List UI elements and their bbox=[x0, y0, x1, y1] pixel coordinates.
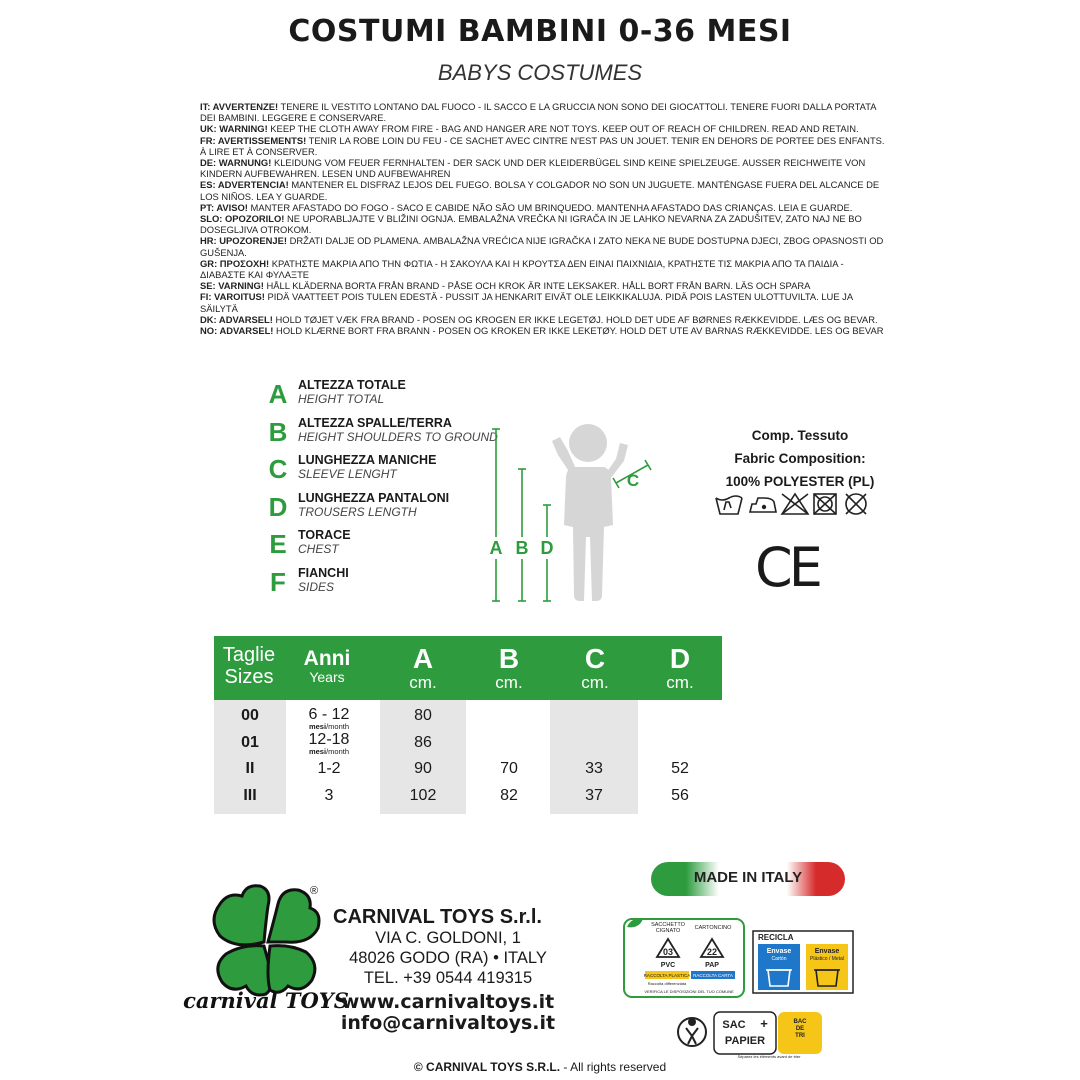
ce-mark: CE bbox=[755, 536, 819, 599]
svg-text:RACCOLTA CARTA: RACCOLTA CARTA bbox=[693, 973, 733, 978]
company-address-city: 48026 GODO (RA) • ITALY bbox=[349, 949, 547, 967]
logo-wordmark: carnival TOYS bbox=[183, 988, 349, 1013]
legend-label-en: CHEST bbox=[298, 542, 339, 556]
svg-text:DE: DE bbox=[795, 1026, 805, 1032]
company-website-link[interactable]: www.carnivaltoys.it bbox=[341, 991, 555, 1013]
warning-dk: DK: ADVARSEL! HOLD TØJET VÆK FRA BRAND - POSEN OG KROGEN ER IKKE LEGETØJ. HOLD DET UDE AF BØRNES RÆKKEVIDDE. LÆS OG BEVAR. bbox=[200, 313, 878, 325]
table-cell-years: 6 - 12 mesi/month bbox=[308, 706, 350, 731]
four-leaf-clover-icon bbox=[214, 886, 319, 995]
table-header-a: A cm. bbox=[409, 643, 437, 692]
fabric-composition bbox=[700, 424, 900, 493]
legend-label-it: TORACE bbox=[298, 528, 351, 542]
table-header-sizes: Taglie Sizes bbox=[222, 644, 276, 688]
company-phone: TEL. +39 0544 419315 bbox=[363, 969, 533, 987]
warning-it: IT: AVVERTENZE! TENERE IL VESTITO LONTANO DAL FUOCO - IL SACCO E LA GRUCCIA NON SONO DEI GIOCATTOLI. TENERE FUORI DALLA PORTATA DEI BAMBINI. LEGGERE E CONSERVARE. bbox=[200, 101, 876, 124]
no-dry-clean-icon bbox=[846, 494, 866, 514]
legend-label-en: TROUSERS LENGTH bbox=[298, 505, 417, 519]
size-table bbox=[214, 636, 722, 814]
company-name: CARNIVAL TOYS S.r.l. bbox=[333, 906, 542, 928]
table-cell-years: 3 bbox=[324, 787, 334, 804]
figure-label-b: B bbox=[515, 538, 529, 558]
warning-no: NO: ADVARSEL! HOLD KLÆRNE BORT FRA BRANN - POSEN OG KROKEN ER IKKE LEKETØY. HOLD DET UTE AV BARNAS RÆKKEVIDDE. LES OG BEVAR bbox=[200, 325, 884, 337]
iron-low-icon bbox=[750, 498, 776, 512]
warning-de: DE: WARNUNG! KLEIDUNG VOM FEUER FERNHALTEN - DER SACK UND DER KLEIDERBÜGEL SIND KEINE SPIELZEUGE. AUSSER REICHWEITE VON KINDERN AUFBEWAHREN. LESEN UND AUFBEWAHREN bbox=[200, 157, 866, 180]
legend-letter: B bbox=[268, 417, 288, 447]
svg-text:SACCHETTO: SACCHETTO bbox=[651, 922, 685, 928]
svg-text:PVC: PVC bbox=[660, 962, 676, 969]
table-cell-a: 102 bbox=[409, 787, 437, 804]
warning-fi: FI: VAROITUS! PIDÄ VAATTEET POIS TULEN EDESTÄ - PUSSIT JA HENKARIT EIVÄT OLE LEIKKIKALUJA. PIDÄ POIS LASTEN ULOTTUVILTA. LUE JA SÄILYTÄ bbox=[200, 291, 853, 314]
table-header-d: D cm. bbox=[666, 643, 694, 692]
figure-label-a: A bbox=[489, 538, 503, 558]
table-cell-b: 82 bbox=[500, 787, 518, 804]
legend-label-en: SIDES bbox=[298, 580, 335, 594]
svg-text:Cartón: Cartón bbox=[771, 956, 787, 962]
table-cell-d: 52 bbox=[671, 760, 689, 777]
made-in-italy-badge bbox=[651, 862, 845, 896]
table-cell-a: 86 bbox=[414, 734, 432, 751]
warning-gr: GR: ΠΡΟΣΟΧΗ! ΚΡΑΤΗΣΤΕ ΜΑΚΡΙΑ ΑΠΟ ΤΗΝ ΦΩΤΙΑ - Η ΣΑΚΟΥΛΑ ΚΑΙ Η ΚΡΟΥΤΣΑ ΔΕΝ ΕΙΝΑΙ ΠΑΙΧΝΙΔΙΑ, ΚΡΑΤΗΣΤΕ ΤΙΣ ΜΑΚΡΙΑ ΑΠΟ ΤΑ ΠΑΙΔΙΑ - ΔΙΑΒΑΣΤΕ ΚΑΙ ΦΥΛΑΞΤΕ bbox=[200, 257, 844, 281]
svg-text:TRI: TRI bbox=[795, 1033, 805, 1039]
warning-hr: HR: UPOZORENJE! DRŽATI DALJE OD PLAMENA. AMBALAŽNA VREĆICA NIJE IGRAČKA I ZATO NEKA NE BUDE DOSTUPNA DJECI, ZBOG OPASNOSTI OD GUŠENJA. bbox=[200, 235, 884, 258]
svg-text:22: 22 bbox=[706, 947, 718, 957]
table-header-b: B cm. bbox=[495, 643, 523, 692]
table-cell-b: 70 bbox=[500, 760, 518, 777]
legend-letter: E bbox=[269, 529, 287, 559]
table-cell-a: 80 bbox=[414, 707, 432, 724]
legend-letter: D bbox=[268, 492, 288, 522]
fabric-line-en: Fabric Composition: bbox=[734, 451, 866, 466]
page-title: COSTUMI BAMBINI 0-36 MESI bbox=[288, 14, 792, 49]
table-header-years: Anni Years bbox=[303, 647, 351, 685]
table-cell-size: 01 bbox=[241, 734, 259, 751]
no-tumble-dry-icon bbox=[814, 494, 836, 514]
table-cell-size: III bbox=[243, 787, 257, 804]
svg-text:RECICLA: RECICLA bbox=[758, 933, 794, 942]
no-bleach-icon bbox=[782, 494, 808, 514]
hand-wash-icon bbox=[716, 496, 742, 514]
table-cell-a: 90 bbox=[414, 760, 432, 777]
legend-label-en: HEIGHT SHOULDERS TO GROUND bbox=[298, 430, 498, 444]
warning-uk: UK: WARNING! KEEP THE CLOTH AWAY FROM FIRE - BAG AND HANGER ARE NOT TOYS. KEEP OUT OF REACH OF CHILDREN. READ AND RETAIN. bbox=[200, 123, 859, 135]
triman-label-fr bbox=[674, 1008, 826, 1058]
svg-text:CARTONCINO: CARTONCINO bbox=[694, 925, 732, 931]
fabric-line-it: Comp. Tessuto bbox=[751, 428, 849, 443]
svg-text:+: + bbox=[760, 1016, 768, 1031]
svg-text:RACCOLTA PLASTICA: RACCOLTA PLASTICA bbox=[643, 973, 691, 978]
warning-pt: PT: AVISO! MANTER AFASTADO DO FOGO - SACO E CABIDE NÃO SÃO UM BRINQUEDO. MANTENHA AFASTADO DAS CRIANÇAS. LEIA E GUARDE. bbox=[200, 201, 853, 213]
child-silhouette-figure bbox=[480, 415, 670, 610]
legend-letter: C bbox=[268, 454, 288, 484]
svg-text:SAC: SAC bbox=[722, 1019, 746, 1031]
legend-label-it: FIANCHI bbox=[298, 566, 349, 580]
svg-text:Envase: Envase bbox=[766, 948, 792, 955]
svg-text:PAP: PAP bbox=[705, 962, 719, 969]
svg-text:Raccolta differenziata: Raccolta differenziata bbox=[647, 981, 687, 986]
warnings-block bbox=[200, 101, 885, 336]
svg-text:Plástico / Metal: Plástico / Metal bbox=[810, 956, 844, 962]
company-email-link[interactable]: info@carnivaltoys.it bbox=[340, 1012, 556, 1034]
legend-label-it: LUNGHEZZA MANICHE bbox=[298, 453, 437, 467]
figure-label-d: D bbox=[540, 538, 554, 558]
table-header-c: C cm. bbox=[581, 643, 609, 692]
legend-letter: A bbox=[268, 379, 288, 409]
table-cell-size: II bbox=[245, 760, 255, 777]
warning-fr: FR: AVERTISSEMENTS! TENIR LA ROBE LOIN DU FEU - CE SACHET AVEC CINTRE N'EST PAS UN JOUET. TENIR EN DEHORS DE PORTEE DES ENFANTS. À LIRE ET À CONSERVER. bbox=[200, 134, 885, 157]
child-silhouette-icon bbox=[552, 424, 628, 601]
table-cell-c: 37 bbox=[585, 787, 603, 804]
page-subtitle: BABYS COSTUMES bbox=[437, 60, 643, 85]
care-symbols bbox=[714, 490, 874, 518]
registered-mark: ® bbox=[310, 885, 319, 897]
svg-text:PAPIER: PAPIER bbox=[724, 1035, 766, 1047]
legend-label-it: ALTEZZA SPALLE/TERRA bbox=[298, 416, 452, 430]
svg-text:CIGNATO: CIGNATO bbox=[655, 928, 681, 934]
table-cell-years: 12-18 mesi/month bbox=[308, 731, 350, 756]
triman-icon bbox=[678, 1018, 706, 1046]
svg-text:Envase: Envase bbox=[814, 948, 840, 955]
warning-se: SE: VARNING! HÅLL KLÄDERNA BORTA FRÅN BRAND - PÅSE OCH KROK ÄR INTE LEKSAKER. HÅLL BORT FRÅN BARN. LÄS OCH SPARA bbox=[200, 280, 811, 292]
table-cell-c: 33 bbox=[585, 760, 603, 777]
table-cell-years: 1-2 bbox=[317, 760, 341, 777]
warning-es: ES: ADVERTENCIA! MANTENER EL DISFRAZ LEJOS DEL FUEGO. BOLSA Y COLGADOR NO SON UN JUGUETE. MANTÉNGASE FUERA DEL ALCANCE DE LOS NIÑOS. LEA Y GUARDE. bbox=[200, 179, 880, 202]
legend-label-en: HEIGHT TOTAL bbox=[298, 392, 385, 406]
svg-text:Séparez les éléments avant de: Séparez les éléments avant de trier bbox=[737, 1054, 801, 1059]
legend-letter: F bbox=[270, 567, 286, 597]
recicla-label-es bbox=[752, 930, 854, 994]
company-address-street: VIA C. GOLDONI, 1 bbox=[375, 929, 521, 947]
made-in-italy-label: MADE IN ITALY bbox=[693, 869, 803, 886]
legend-label-it: LUNGHEZZA PANTALONI bbox=[298, 491, 450, 505]
table-cell-size: 00 bbox=[241, 707, 259, 724]
copyright-notice: © CARNIVAL TOYS S.R.L. - All rights reserved bbox=[413, 1060, 667, 1074]
legend-label-en: SLEEVE LENGHT bbox=[298, 467, 397, 481]
svg-text:03: 03 bbox=[662, 947, 674, 957]
fabric-line-composition: 100% POLYESTER (PL) bbox=[725, 474, 875, 489]
svg-text:BAC: BAC bbox=[793, 1019, 807, 1025]
carnival-toys-logo bbox=[183, 880, 349, 1050]
warning-slo: SLO: OPOZORILO! NE UPORABLJAJTE V BLIŽINI OGNJA. EMBALAŽNA VREČKA NI IGRAČA IN JE LAHKO NEVARNA ZA ZADUŠITEV, ZATO NAJ NE BO DOSEGLJIVA OTROKOM. bbox=[200, 213, 862, 236]
figure-label-c: C bbox=[626, 471, 640, 490]
recycling-label-it bbox=[623, 915, 745, 999]
svg-text:VERIFICA LE DISPOSIZIONI DEL T: VERIFICA LE DISPOSIZIONI DEL TUO COMUNE bbox=[644, 989, 734, 994]
legend-label-it: ALTEZZA TOTALE bbox=[298, 378, 406, 392]
table-cell-d: 56 bbox=[671, 787, 689, 804]
